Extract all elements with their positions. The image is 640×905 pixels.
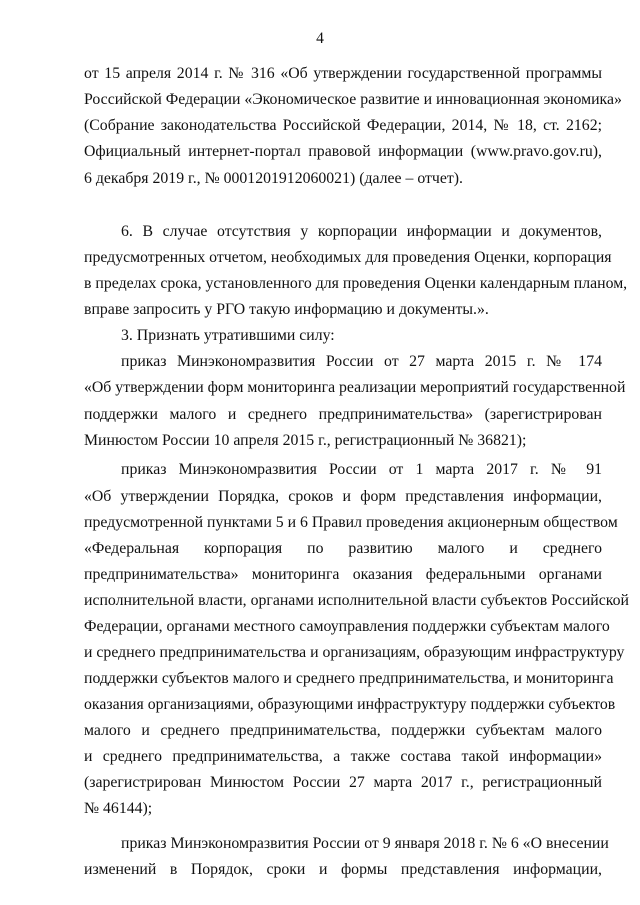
- text-line: предусмотренных отчетом, необходимых для проведения Оценки, корпорация: [84, 249, 612, 266]
- text-line: Официальный интернет-портал правовой информации (www.pravo.gov.ru),: [84, 143, 602, 160]
- paragraph-first-line: приказ Минэкономразвития России от 27 марта 2015 г. № 174: [121, 353, 602, 370]
- text-line: в пределах срока, установленного для проведения Оценки календарным планом,: [84, 275, 628, 292]
- text-line: исполнительной власти, органами исполнительной власти субъектов Российской: [84, 592, 629, 609]
- text-line: поддержки малого и среднего предпринимательства» (зарегистрирован: [84, 406, 602, 423]
- text-line: 6 декабря 2019 г., № 0001201912060021) (далее – отчет).: [84, 170, 464, 187]
- text-line: и среднего предпринимательства, а также состава такой информации»: [84, 748, 602, 765]
- paragraph-first-line: приказ Минэкономразвития России от 1 марта 2017 г. № 91: [121, 461, 602, 478]
- text-line: оказания организациями, образующими инфраструктуру поддержки субъектов: [84, 696, 616, 713]
- text-line: Российской Федерации «Экономическое развитие и инновационная экономика»: [84, 91, 622, 108]
- text-line: предпринимательства» мониторинга оказания федеральными органами: [84, 566, 602, 583]
- text-line: Минюстом России 10 апреля 2015 г., регистрационный № 36821);: [84, 432, 527, 449]
- text-line: № 46144);: [84, 800, 153, 817]
- text-line: (Собрание законодательства Российской Федерации, 2014, № 18, ст. 2162;: [84, 117, 602, 134]
- paragraph-first-line: 3. Признать утратившими силу:: [121, 327, 335, 344]
- text-line: Федерации, органами местного самоуправления поддержки субъектам малого: [84, 618, 610, 635]
- page-number: 4: [316, 30, 324, 47]
- text-line: и среднего предпринимательства и организациям, образующим инфраструктуру: [84, 644, 625, 661]
- text-line: изменений в Порядок, сроки и формы представления информации,: [84, 861, 602, 878]
- text-line: вправе запросить у РГО такую информацию и документы.».: [84, 301, 489, 318]
- text-line: поддержки субъектов малого и среднего предпринимательства, и мониторинга: [84, 670, 614, 687]
- paragraph-first-line: приказ Минэкономразвития России от 9 января 2018 г. № 6 «О внесении: [121, 835, 609, 852]
- text-line: «Об утверждении форм мониторинга реализации мероприятий государственной: [84, 379, 626, 396]
- text-line: (зарегистрирован Минюстом России 27 марта 2017 г., регистрационный: [84, 774, 602, 791]
- text-line: малого и среднего предпринимательства, поддержки субъектам малого: [84, 722, 602, 739]
- text-line: от 15 апреля 2014 г. № 316 «Об утверждении государственной программы: [84, 65, 602, 82]
- paragraph-first-line: 6. В случае отсутствия у корпорации информации и документов,: [121, 223, 602, 240]
- text-line: предусмотренной пунктами 5 и 6 Правил проведения акционерным обществом: [84, 514, 618, 531]
- text-line: «Федеральная корпорация по развитию малого и среднего: [84, 540, 602, 557]
- text-line: «Об утверждении Порядка, сроков и форм представления информации,: [84, 488, 602, 505]
